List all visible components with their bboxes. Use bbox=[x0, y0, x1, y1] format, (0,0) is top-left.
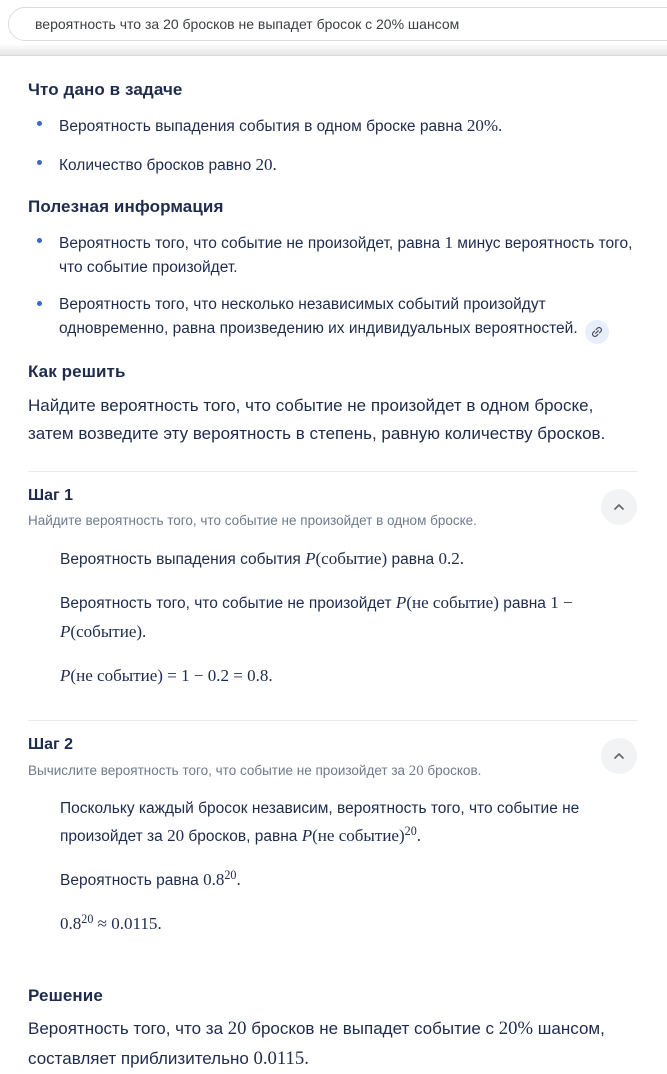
bullet-text: Вероятность того, что событие не произойдет, равна 1 минус вероятность того, что событие произойдет. bbox=[59, 232, 633, 277]
step-subtitle: Вычислите вероятность того, что событие не произойдет за 20 бросков. bbox=[28, 763, 482, 780]
step-body bbox=[28, 784, 637, 968]
step-paragraph: $0.8^{20} \approx 0.0115$. bbox=[60, 912, 162, 934]
given-bullets bbox=[28, 113, 637, 179]
step-header-text bbox=[28, 487, 477, 531]
section-solution bbox=[28, 986, 637, 1074]
chevron-up-icon bbox=[611, 499, 627, 515]
search-header bbox=[0, 0, 667, 41]
step-header bbox=[28, 472, 637, 533]
link-icon bbox=[587, 322, 607, 342]
section-useful-info bbox=[28, 197, 637, 344]
list-item bbox=[28, 230, 637, 280]
chevron-up-icon bbox=[611, 748, 627, 764]
step-header bbox=[28, 721, 637, 784]
source-link-button[interactable] bbox=[585, 320, 609, 344]
step-paragraph: Вероятность того, что событие не произойдет P(не событие) равна 1 − P(событие). bbox=[60, 593, 573, 642]
step-2 bbox=[28, 721, 637, 968]
list-item bbox=[28, 152, 637, 178]
solution-text: Вероятность того, что за 20 бросков не выпадет событие с 20% шансом, составляет приблизительно 0.0115. bbox=[28, 1018, 605, 1070]
step-paragraph: Вероятность равна $0.8^{20}$. bbox=[60, 868, 241, 890]
info-title: Полезная информация bbox=[28, 196, 224, 216]
step-paragraph: Поскольку каждый бросок независим, вероятность того, что событие не произойдет за 20 бросков, равна P(не событие)$^{20}$. bbox=[60, 799, 580, 846]
solver-content bbox=[0, 56, 667, 1074]
section-given bbox=[28, 80, 637, 179]
howto-text: Найдите вероятность того, что событие не произойдет в одном броске, затем возведите эту вероятность в степень, равную количеству бросков. bbox=[28, 396, 606, 443]
step-paragraph: Вероятность выпадения события P(событие) равна 0.2. bbox=[60, 549, 464, 569]
given-title: Что дано в задаче bbox=[28, 80, 183, 99]
list-item bbox=[28, 293, 637, 344]
header-shadow-divider bbox=[0, 45, 667, 56]
info-bullets bbox=[28, 230, 637, 344]
howto-title: Как решить bbox=[28, 362, 126, 382]
step-header-text bbox=[28, 736, 481, 782]
collapse-step1-button[interactable] bbox=[601, 489, 637, 525]
bullet-text: Вероятность выпадения события в одном броске равна 20%. bbox=[59, 116, 503, 135]
step-title: Шаг 2 bbox=[28, 736, 73, 754]
step-paragraph: P(не событие) = 1 − 0.2 = 0.8. bbox=[60, 666, 273, 686]
step-subtitle: Найдите вероятность того, что событие не произойдет в одном броске. bbox=[28, 513, 477, 529]
collapse-step2-button[interactable] bbox=[601, 738, 637, 774]
step-1 bbox=[28, 472, 637, 720]
bullet-text: Количество бросков равно 20. bbox=[59, 155, 277, 175]
bullet-text: Вероятность того, что несколько независимых событий произойдут одновременно, равна произведению их индивидуальных вероятностей. bbox=[59, 296, 578, 338]
search-bar[interactable] bbox=[8, 7, 667, 41]
search-input[interactable] bbox=[35, 16, 666, 32]
section-how-to-solve bbox=[28, 362, 637, 447]
list-item bbox=[28, 113, 637, 139]
step-body bbox=[28, 533, 637, 720]
step-title: Шаг 1 bbox=[28, 487, 73, 505]
solution-title: Решение bbox=[28, 986, 103, 1006]
